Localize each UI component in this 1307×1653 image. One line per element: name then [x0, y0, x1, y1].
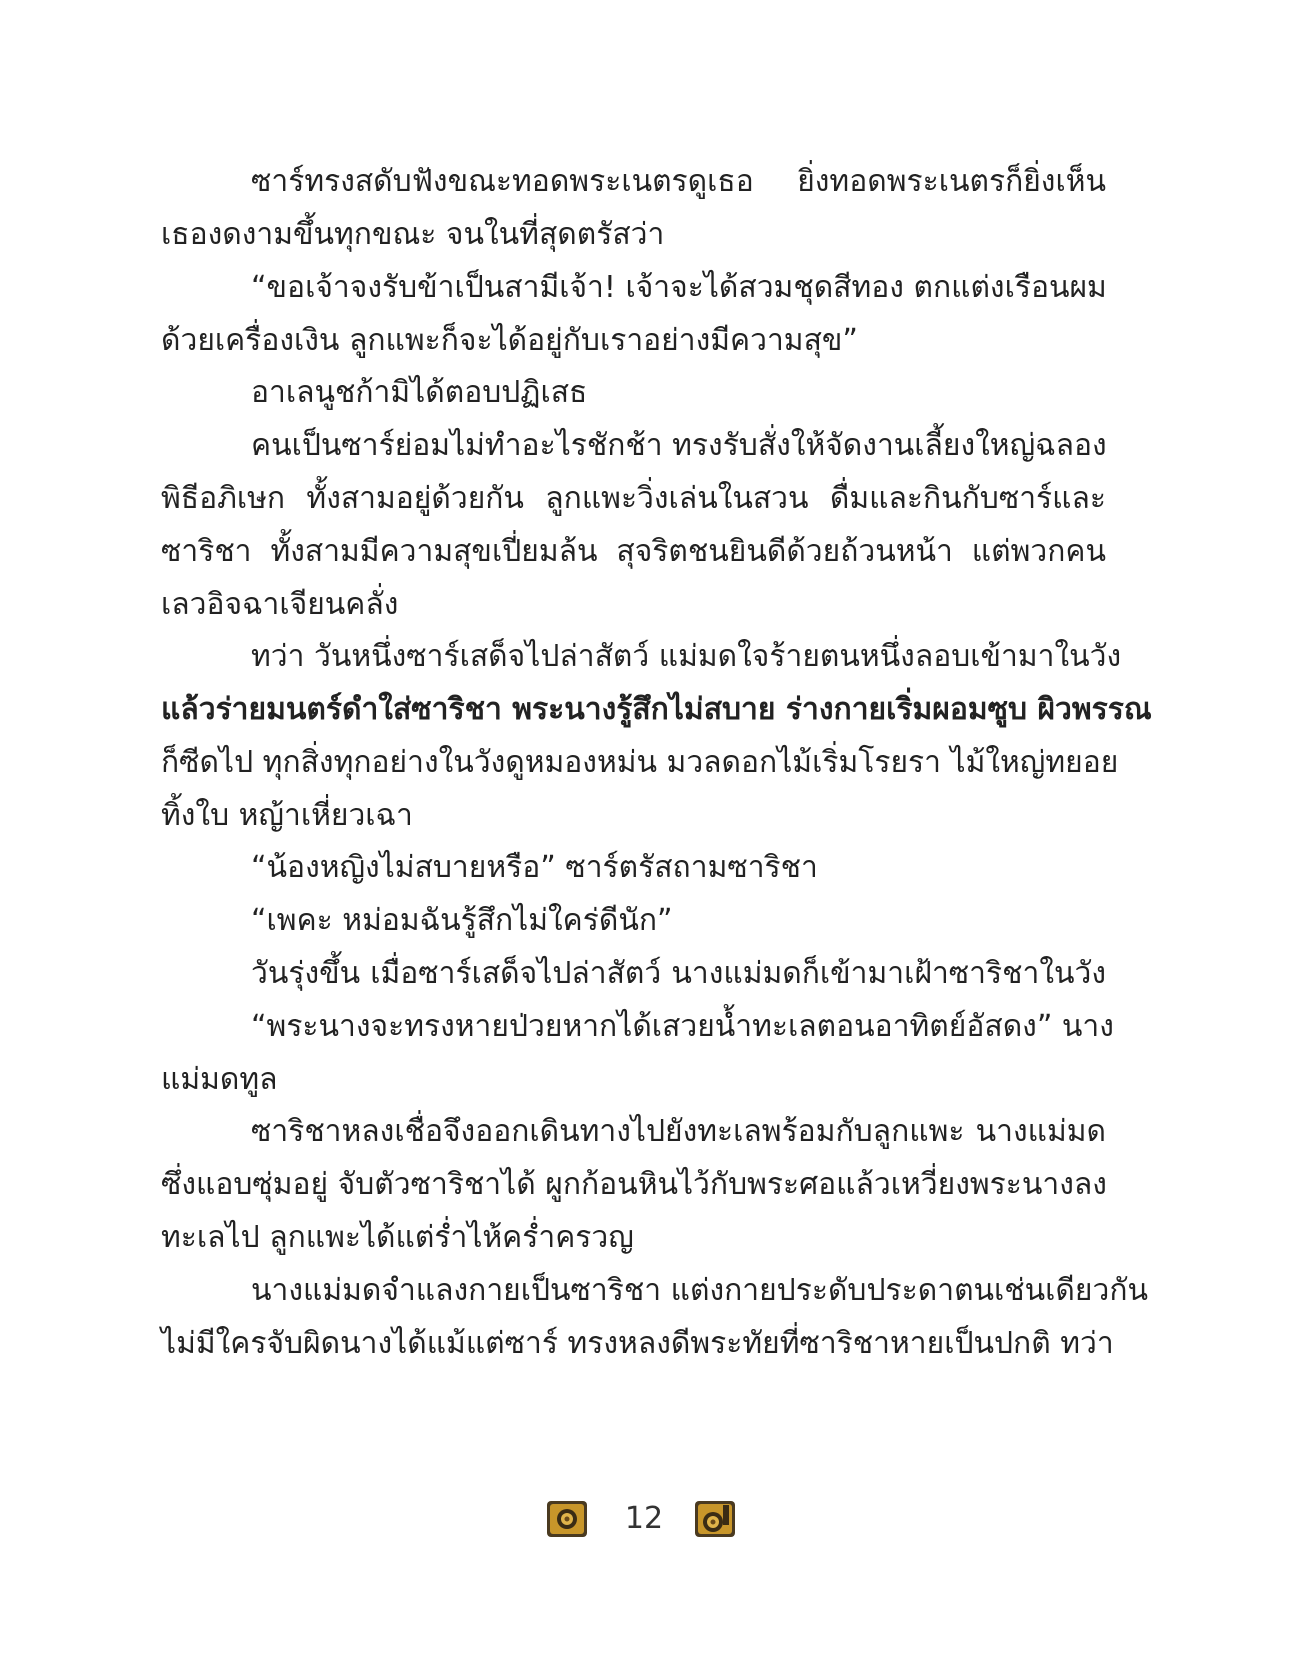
- text-line: ไม่มีใครจับผิดนางได้แม้แต่ซาร์ ทรงหลงดีพระทัยที่ซาริชาหายเป็นปกติ ทว่า: [161, 1326, 1114, 1361]
- dialogue-line: “พระนางจะทรงหายป่วยหากได้เสวยน้ำทะเลตอนอาทิตย์อัสดง” นาง: [251, 1009, 1114, 1044]
- text-line: ก็ซีดไป ทุกสิ่งทุกอย่างในวังดูหมองหม่น มวลดอกไม้เริ่มโรยรา ไม้ใหญ่ทยอย: [161, 745, 1119, 780]
- thai-ornament-icon: [693, 1497, 737, 1541]
- text-line: ซาร์ทรงสดับฟังขณะทอดพระเนตรดูเธอ ยิ่งทอดพระเนตรก็ยิ่งเห็น: [251, 164, 1106, 199]
- text-line: นางแม่มดจำแลงกายเป็นซาริชา แต่งกายประดับประดาตนเช่นเดียวกัน: [251, 1273, 1149, 1308]
- text-line: ซาริชา ทั้งสามมีความสุขเปี่ยมล้น สุจริตชนยินดีด้วยถ้วนหน้า แต่พวกคน: [161, 534, 1106, 569]
- text-line: พิธีอภิเษก ทั้งสามอยู่ด้วยกัน ลูกแพะวิ่งเล่นในสวน ดื่มและกินกับซาร์และ: [161, 481, 1106, 516]
- text-line: เธองดงามขึ้นทุกขณะ จนในที่สุดตรัสว่า: [161, 217, 665, 252]
- text-line: ทิ้งใบ หญ้าเหี่ยวเฉา: [161, 798, 413, 833]
- text-line: แม่มดทูล: [161, 1062, 278, 1097]
- thai-ornament-icon: [545, 1497, 589, 1541]
- text-line: “ขอเจ้าจงรับข้าเป็นสามีเจ้า! เจ้าจะได้สวมชุดสีทอง ตกแต่งเรือนผม: [251, 270, 1107, 305]
- text-line: วันรุ่งขึ้น เมื่อซาร์เสด็จไปล่าสัตว์ นางแม่มดก็เข้ามาเฝ้าซาริชาในวัง: [251, 956, 1106, 991]
- dialogue-line: “เพคะ หม่อมฉันรู้สึกไม่ใคร่ดีนัก”: [251, 903, 673, 938]
- text-line: เลวอิจฉาเจียนคลั่ง: [161, 587, 399, 622]
- page-footer: [0, 1493, 1307, 1553]
- text-line-bold: แล้วร่ายมนตร์ดำใส่ซาริชา พระนางรู้สึกไม่สบาย ร่างกายเริ่มผอมซูบ ผิวพรรณ: [161, 692, 1152, 727]
- dialogue-line: “น้องหญิงไม่สบายหรือ” ซาร์ตรัสถามซาริชา: [251, 850, 818, 885]
- text-line: ซึ่งแอบซุ่มอยู่ จับตัวซาริชาได้ ผูกก้อนหินไว้กับพระศอแล้วเหวี่ยงพระนางลง: [161, 1167, 1107, 1202]
- text-line: ทว่า วันหนึ่งซาร์เสด็จไปล่าสัตว์ แม่มดใจร้ายตนหนึ่งลอบเข้ามาในวัง: [251, 639, 1122, 674]
- text-line: อาเลนูชก้ามิได้ตอบปฏิเสธ: [251, 375, 588, 410]
- text-line: ด้วยเครื่องเงิน ลูกแพะก็จะได้อยู่กับเราอย่างมีความสุข”: [161, 323, 858, 358]
- text-line: ซาริชาหลงเชื่อจึงออกเดินทางไปยังทะเลพร้อมกับลูกแพะ นางแม่มด: [251, 1114, 1106, 1149]
- text-line: คนเป็นซาร์ย่อมไม่ทำอะไรชักช้า ทรงรับสั่งให้จัดงานเลี้ยงใหญ่ฉลอง: [251, 428, 1107, 463]
- text-line: ทะเลไป ลูกแพะได้แต่ร่ำไห้คร่ำครวญ: [161, 1220, 634, 1255]
- page-number: 12: [624, 1501, 664, 1536]
